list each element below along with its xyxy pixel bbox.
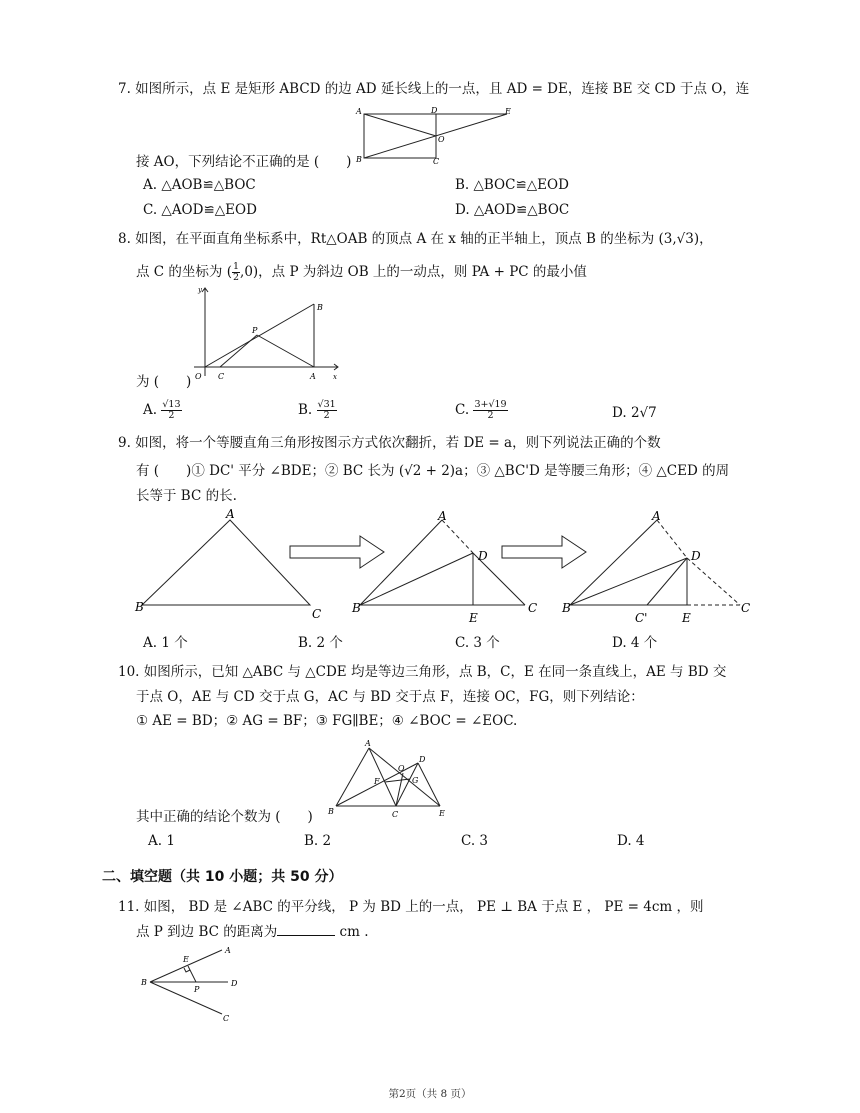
q7-label-a: A	[356, 107, 362, 116]
q8-figure	[188, 284, 348, 384]
q9-figure	[130, 508, 760, 630]
q9-stem-line2: 有 ( )① DC' 平分 ∠BDE；② BC 长为 (√2 + 2)a；③ △BC'D 是等腰三角形；④ △CED 的周	[136, 463, 730, 479]
q9-fig1-label-c: C	[312, 607, 322, 621]
q8-label-p: P	[252, 326, 258, 335]
q8-label-x: x	[333, 373, 337, 381]
q11-label-c: C	[223, 1014, 230, 1023]
q10-stem-line4: 其中正确的结论个数为 ( )	[136, 809, 313, 825]
q9-stem-line1: 9. 如图，将一个等腰直角三角形按图示方式依次翻折，若 DE = a，则下列说法正确的个数	[118, 435, 661, 451]
q8-stem-line1: 8. 如图，在平面直角坐标系中，Rt△OAB 的顶点 A 在 x 轴的正半轴上，顶点 B 的坐标为 (3,√3)，	[118, 231, 713, 247]
q8-fraction: $\frac{1}{2}$	[232, 261, 240, 283]
q8-label-c: C	[218, 372, 225, 381]
q8-label-o: O	[195, 372, 202, 381]
q10-label-o: O	[398, 764, 405, 773]
q11-stem-line1: 11. 如图， BD 是 ∠ABC 的平分线， P 为 BD 上的一点， PE ⊥ BA 于点 E ， PE = 4cm ，则	[118, 899, 704, 915]
q11-answer-blank	[277, 923, 335, 936]
q9-fig2-label-c: C	[528, 601, 538, 615]
q7-option-c: C. △AOD≌△EOD	[143, 202, 257, 218]
q9-fig2-label-b: B	[352, 601, 361, 615]
q7-label-o: O	[438, 135, 445, 144]
q8-label-y: y	[198, 286, 202, 294]
q8-text-part2: ,0)，点 P 为斜边 OB 上的一动点，则 PA + PC 的最小值	[240, 264, 587, 280]
q9-fig1-label-b: B	[135, 600, 144, 614]
q9-fig2-label-e: E	[469, 611, 478, 625]
q9-fig3-label-c: C	[741, 601, 751, 615]
q10-label-g: G	[412, 776, 419, 785]
q9-option-a: A. 1 个	[143, 635, 188, 651]
q8-option-d: D. 2√7	[612, 405, 657, 421]
q9-option-d: D. 4 个	[612, 635, 658, 651]
q10-stem-line1: 10. 如图所示，已知 △ABC 与 △CDE 均是等边三角形，点 B，C，E 在同一条直线上，AE 与 BD 交	[118, 664, 727, 680]
q9-fig3-label-d: D	[691, 549, 701, 563]
q7-stem-line1: 7. 如图所示，点 E 是矩形 ABCD 的边 AD 延长线上的一点，且 AD = DE，连接 BE 交 CD 于点 O，连	[118, 81, 750, 97]
q10-option-c: C. 3	[461, 833, 489, 849]
q10-option-b: B. 2	[304, 833, 332, 849]
q10-stem-line3: ① AE = BD；② AG = BF；③ FG∥BE；④ ∠BOC = ∠EOC.	[136, 713, 518, 729]
page-footer: 第2页（共 8 页）	[388, 1088, 472, 1100]
q9-fig2-label-a: A	[438, 509, 447, 523]
q8-stem-line2	[136, 262, 587, 283]
q7-label-d: D	[431, 106, 438, 115]
q10-label-a: A	[365, 739, 371, 748]
q10-label-c: C	[392, 810, 399, 819]
q11-label-b: B	[141, 978, 147, 987]
q9-option-c: C. 3 个	[455, 635, 500, 651]
q8-option-a: A. $\frac{√13}{2}$	[143, 399, 181, 421]
q10-label-b: B	[328, 807, 334, 816]
q10-option-d: D. 4	[617, 833, 645, 849]
q7-option-a: A. △AOB≌△BOC	[143, 177, 256, 193]
q8-text-part1: 点 C 的坐标为 (	[136, 264, 232, 280]
q7-label-c: C	[433, 157, 440, 166]
q11-label-d: D	[231, 979, 238, 988]
q10-figure	[326, 736, 450, 820]
q10-stem-line2: 于点 O，AE 与 CD 交于点 G，AC 与 BD 交于点 F，连接 OC，FG，则下列结论：	[136, 689, 644, 705]
q11-label-p: P	[194, 985, 200, 994]
q11-label-a: A	[225, 946, 231, 955]
q10-label-d: D	[419, 755, 426, 764]
q7-option-d: D. △AOD≌△BOC	[455, 202, 570, 218]
q8-option-b: B. $\frac{√31}{2}$	[298, 399, 336, 421]
q7-stem-line2: 接 AO，下列结论不正确的是 ( )	[136, 154, 352, 170]
q7-figure	[355, 104, 525, 166]
q9-fig3-label-e: E	[682, 611, 691, 625]
q9-fig1-label-a: A	[226, 508, 235, 521]
q9-fig3-label-b: B	[562, 601, 571, 615]
q10-label-f: F	[374, 777, 380, 786]
q7-label-e: E	[505, 107, 511, 116]
q8-label-b: B	[317, 303, 323, 312]
q10-option-a: A. 1	[148, 833, 175, 849]
q8-option-c: C. $\frac{3+√19}{2}$	[455, 399, 507, 421]
q11-label-e: E	[183, 955, 189, 964]
q9-option-b: B. 2 个	[298, 635, 343, 651]
q9-stem-line3: 长等于 BC 的长.	[136, 488, 237, 504]
q9-fig3-label-c-prime: C'	[635, 611, 648, 625]
q7-label-b: B	[356, 155, 362, 164]
q7-option-b: B. △BOC≌△EOD	[455, 177, 569, 193]
q8-stem-line3: 为 ( )	[136, 374, 192, 390]
q10-label-e: E	[439, 809, 445, 818]
section-title-fill-in: 二、填空题（共 10 小题；共 50 分）	[102, 869, 343, 885]
q8-label-a: A	[310, 372, 316, 381]
q11-figure	[138, 942, 248, 1024]
q9-fig2-label-d: D	[478, 549, 488, 563]
q9-fig3-label-a: A	[652, 509, 661, 523]
q11-stem-line2: 点 P 到边 BC 的距离为 cm .	[136, 924, 369, 940]
